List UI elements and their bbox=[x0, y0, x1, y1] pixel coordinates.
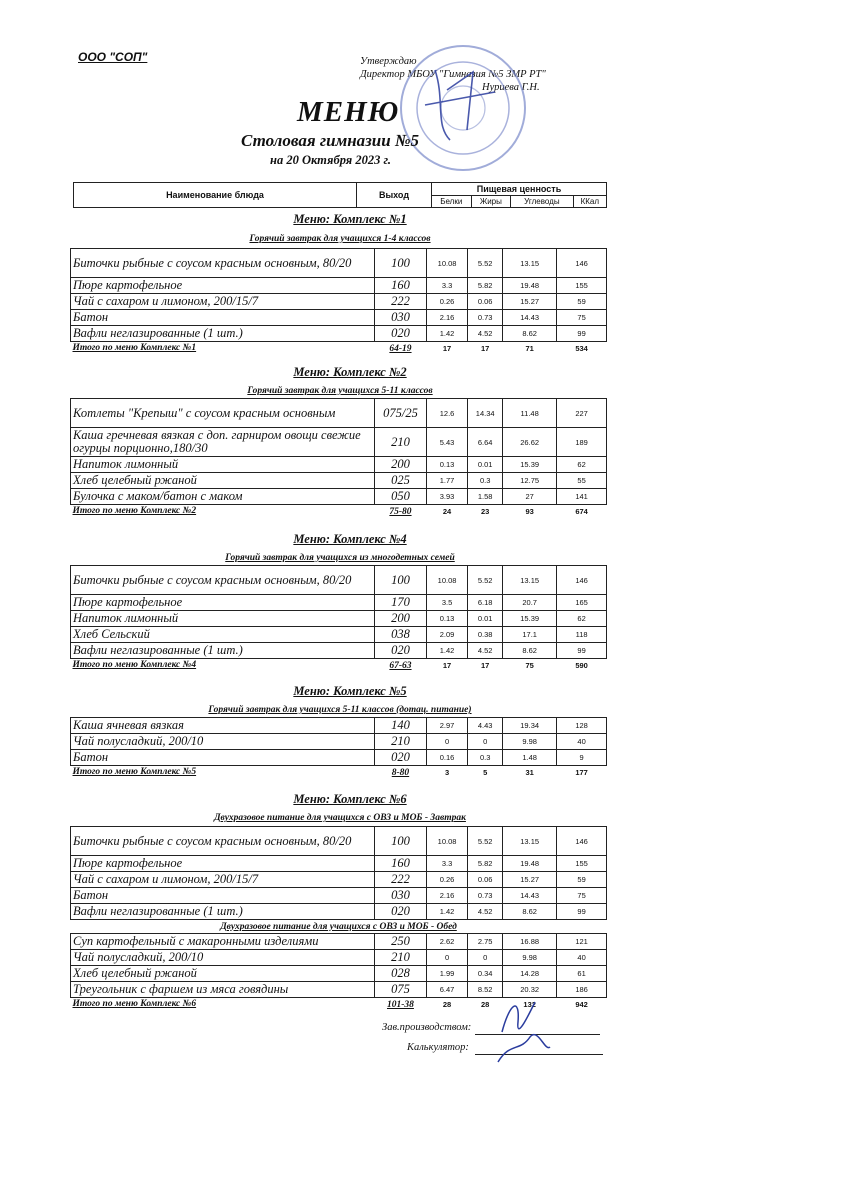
table-row bbox=[71, 249, 607, 278]
total-output: 64-19 bbox=[389, 343, 412, 354]
page-title: МЕНЮ bbox=[297, 96, 400, 128]
kcal: 75 bbox=[557, 310, 607, 326]
carbs: 19.48 bbox=[503, 856, 557, 872]
proteins: 0 bbox=[426, 734, 467, 750]
carbs: 17.1 bbox=[503, 627, 557, 643]
section-title: Меню: Комплекс №6 bbox=[293, 792, 407, 806]
dish-name: Пюре картофельное bbox=[71, 278, 375, 294]
header-kcal: ККал bbox=[573, 195, 606, 208]
fats: 6.64 bbox=[468, 428, 503, 457]
total-output: 8-80 bbox=[391, 767, 410, 778]
kcal: 9 bbox=[557, 750, 607, 766]
total-row bbox=[71, 505, 607, 519]
kcal: 62 bbox=[557, 457, 607, 473]
dish-output: 210 bbox=[375, 428, 427, 457]
approval-line-2: Директор МБОУ "Гимназия №5 ЗМР РТ" bbox=[360, 69, 546, 80]
kcal: 165 bbox=[557, 595, 607, 611]
proteins: 0 bbox=[426, 950, 467, 966]
proteins: 3.93 bbox=[426, 489, 467, 505]
carbs: 14.43 bbox=[503, 310, 557, 326]
menu-table bbox=[70, 248, 607, 355]
table-subheading-row bbox=[71, 920, 607, 934]
section-title: Меню: Комплекс №1 bbox=[293, 212, 407, 226]
proteins: 1.99 bbox=[426, 966, 467, 982]
page-subtitle: Столовая гимназии №5 bbox=[241, 131, 420, 150]
proteins: 2.97 bbox=[426, 718, 467, 734]
proteins: 2.62 bbox=[426, 934, 467, 950]
dish-name: Чай с сахаром и лимоном, 200/15/7 bbox=[71, 294, 375, 310]
total-carbs: 31 bbox=[525, 768, 534, 777]
table-row bbox=[71, 294, 607, 310]
table-row bbox=[71, 827, 607, 856]
dish-output: 200 bbox=[375, 611, 427, 627]
dish-name: Биточки рыбные с соусом красным основным, 80/20 bbox=[71, 249, 375, 278]
carbs: 20.32 bbox=[503, 982, 557, 998]
carbs: 14.43 bbox=[503, 888, 557, 904]
dish-name: Чай полусладкий, 200/10 bbox=[71, 950, 375, 966]
fats: 4.52 bbox=[468, 904, 503, 920]
proteins: 3.3 bbox=[426, 278, 467, 294]
fats: 0 bbox=[468, 734, 503, 750]
dish-output: 020 bbox=[375, 643, 427, 659]
table-row bbox=[71, 966, 607, 982]
table-row bbox=[71, 718, 607, 734]
dish-name: Батон bbox=[71, 750, 375, 766]
proteins: 6.47 bbox=[426, 982, 467, 998]
proteins: 0.16 bbox=[426, 750, 467, 766]
kcal: 146 bbox=[557, 827, 607, 856]
kcal: 155 bbox=[557, 278, 607, 294]
kcal: 55 bbox=[557, 473, 607, 489]
carbs: 27 bbox=[503, 489, 557, 505]
proteins: 1.77 bbox=[426, 473, 467, 489]
proteins: 2.09 bbox=[426, 627, 467, 643]
fats: 0.3 bbox=[468, 473, 503, 489]
fats: 4.52 bbox=[468, 326, 503, 342]
dish-name: Батон bbox=[71, 310, 375, 326]
total-carbs: 71 bbox=[525, 344, 534, 353]
dish-output: 020 bbox=[375, 750, 427, 766]
fats: 0.34 bbox=[468, 966, 503, 982]
table-row bbox=[71, 611, 607, 627]
dish-name: Треугольник с фаршем из мяса говядины bbox=[71, 982, 375, 998]
fats: 0.06 bbox=[468, 872, 503, 888]
carbs: 15.39 bbox=[503, 611, 557, 627]
total-carbs: 93 bbox=[525, 507, 534, 516]
dish-name: Булочка с маком/батон с маком bbox=[71, 489, 375, 505]
kcal: 99 bbox=[557, 904, 607, 920]
dish-output: 160 bbox=[375, 278, 427, 294]
total-row bbox=[71, 342, 607, 356]
dish-name: Вафли неглазированные (1 шт.) bbox=[71, 326, 375, 342]
carbs: 15.39 bbox=[503, 457, 557, 473]
dish-name: Суп картофельный с макаронными изделиями bbox=[71, 934, 375, 950]
kcal: 99 bbox=[557, 643, 607, 659]
table-row bbox=[71, 566, 607, 595]
fats: 6.18 bbox=[468, 595, 503, 611]
total-kcal: 534 bbox=[575, 344, 588, 353]
total-output: 67-63 bbox=[389, 660, 412, 671]
carbs: 20.7 bbox=[503, 595, 557, 611]
table-row bbox=[71, 399, 607, 428]
table-row bbox=[71, 734, 607, 750]
header-fats: Жиры bbox=[471, 195, 511, 208]
menu-table bbox=[70, 565, 607, 672]
total-row bbox=[71, 766, 607, 780]
section-title: Меню: Комплекс №5 bbox=[293, 684, 407, 698]
carbs: 9.98 bbox=[503, 734, 557, 750]
proteins: 1.42 bbox=[426, 904, 467, 920]
carbs: 15.27 bbox=[503, 294, 557, 310]
kcal: 121 bbox=[557, 934, 607, 950]
fats: 2.75 bbox=[468, 934, 503, 950]
section-subtitle: Горячий завтрак для учащихся из многодетных семей bbox=[225, 553, 455, 563]
total-output: 75-80 bbox=[389, 506, 412, 517]
table-row bbox=[71, 872, 607, 888]
total-kcal: 590 bbox=[575, 661, 588, 670]
fats: 5.52 bbox=[468, 827, 503, 856]
table-row bbox=[71, 856, 607, 872]
total-fats: 23 bbox=[481, 507, 490, 516]
table-row bbox=[71, 904, 607, 920]
dish-name: Хлеб целебный ржаной bbox=[71, 966, 375, 982]
dish-output: 222 bbox=[375, 872, 427, 888]
total-kcal: 674 bbox=[575, 507, 588, 516]
proteins: 3.3 bbox=[426, 856, 467, 872]
proteins: 10.08 bbox=[426, 249, 467, 278]
fats: 14.34 bbox=[468, 399, 503, 428]
dish-output: 100 bbox=[375, 566, 427, 595]
dish-name: Каша ячневая вязкая bbox=[71, 718, 375, 734]
dish-output: 160 bbox=[375, 856, 427, 872]
dish-name: Котлеты "Крепыш" с соусом красным основным bbox=[71, 399, 375, 428]
total-label: Итого по меню Комплекс №4 bbox=[72, 660, 197, 670]
header-nutrition: Пищевая ценность bbox=[432, 183, 607, 196]
proteins: 0.26 bbox=[426, 872, 467, 888]
fats: 4.43 bbox=[468, 718, 503, 734]
dish-output: 210 bbox=[375, 734, 427, 750]
total-proteins: 17 bbox=[442, 344, 452, 353]
dish-name: Каша гречневая вязкая с доп. гарниром овощи свежие огурцы порционно,180/30 bbox=[71, 428, 375, 457]
dish-name: Чай полусладкий, 200/10 bbox=[71, 734, 375, 750]
signature-icon bbox=[490, 992, 560, 1072]
fats: 0.73 bbox=[468, 310, 503, 326]
dish-name: Биточки рыбные с соусом красным основным, 80/20 bbox=[71, 566, 375, 595]
total-fats: 17 bbox=[481, 344, 490, 353]
header-dish: Наименование блюда bbox=[74, 183, 357, 208]
proteins: 5.43 bbox=[426, 428, 467, 457]
menu-table bbox=[70, 398, 607, 518]
kcal: 118 bbox=[557, 627, 607, 643]
fats: 8.52 bbox=[468, 982, 503, 998]
total-row bbox=[71, 659, 607, 673]
dish-output: 100 bbox=[375, 249, 427, 278]
dish-output: 028 bbox=[375, 966, 427, 982]
fats: 0.3 bbox=[468, 750, 503, 766]
fats: 5.82 bbox=[468, 856, 503, 872]
fats: 0 bbox=[468, 950, 503, 966]
proteins: 0.13 bbox=[426, 457, 467, 473]
total-proteins: 24 bbox=[442, 507, 452, 516]
kcal: 155 bbox=[557, 856, 607, 872]
fats: 0.06 bbox=[468, 294, 503, 310]
dish-output: 030 bbox=[375, 888, 427, 904]
carbs: 16.88 bbox=[503, 934, 557, 950]
dish-name: Хлеб целебный ржаной bbox=[71, 473, 375, 489]
kcal: 99 bbox=[557, 326, 607, 342]
fats: 0.38 bbox=[468, 627, 503, 643]
table-row bbox=[71, 627, 607, 643]
section-subtitle: Горячий завтрак для учащихся 5-11 классов (дотац. питание) bbox=[208, 705, 472, 715]
total-fats: 28 bbox=[481, 1000, 490, 1009]
proteins: 3.5 bbox=[426, 595, 467, 611]
total-label: Итого по меню Комплекс №5 bbox=[72, 767, 197, 777]
table-row bbox=[71, 888, 607, 904]
table-row bbox=[71, 595, 607, 611]
kcal: 40 bbox=[557, 734, 607, 750]
dish-output: 200 bbox=[375, 457, 427, 473]
carbs: 8.62 bbox=[503, 643, 557, 659]
total-proteins: 3 bbox=[444, 768, 450, 777]
dish-output: 250 bbox=[375, 934, 427, 950]
dish-name: Хлеб Сельский bbox=[71, 627, 375, 643]
dish-output: 100 bbox=[375, 827, 427, 856]
kcal: 61 bbox=[557, 966, 607, 982]
kcal: 189 bbox=[557, 428, 607, 457]
proteins: 2.16 bbox=[426, 310, 467, 326]
total-kcal: 942 bbox=[575, 1000, 588, 1009]
dish-output: 025 bbox=[375, 473, 427, 489]
dish-name: Напиток лимонный bbox=[71, 611, 375, 627]
proteins: 2.16 bbox=[426, 888, 467, 904]
dish-name: Пюре картофельное bbox=[71, 595, 375, 611]
section-title: Меню: Комплекс №4 bbox=[293, 532, 407, 546]
carbs: 9.98 bbox=[503, 950, 557, 966]
table-row bbox=[71, 489, 607, 505]
dish-output: 222 bbox=[375, 294, 427, 310]
section-subtitle-2: Двухразовое питание для учащихся с ОВЗ и МОБ - Обед bbox=[71, 920, 607, 934]
approval-line-3: Нуриева Г.Н. bbox=[482, 82, 540, 93]
dish-name: Батон bbox=[71, 888, 375, 904]
fats: 0.01 bbox=[468, 611, 503, 627]
carbs: 8.62 bbox=[503, 326, 557, 342]
production-manager-label: Зав.производством: bbox=[382, 1022, 472, 1033]
dish-output: 050 bbox=[375, 489, 427, 505]
table-row bbox=[71, 950, 607, 966]
dish-output: 140 bbox=[375, 718, 427, 734]
dish-name: Вафли неглазированные (1 шт.) bbox=[71, 643, 375, 659]
table-row bbox=[71, 428, 607, 457]
company-name: ООО "СОП" bbox=[78, 50, 148, 64]
carbs: 12.75 bbox=[503, 473, 557, 489]
total-proteins: 17 bbox=[442, 661, 452, 670]
proteins: 0.26 bbox=[426, 294, 467, 310]
section-subtitle: Горячий завтрак для учащихся 1-4 классов bbox=[249, 234, 431, 244]
kcal: 62 bbox=[557, 611, 607, 627]
total-label: Итого по меню Комплекс №6 bbox=[72, 999, 197, 1009]
kcal: 59 bbox=[557, 294, 607, 310]
table-row bbox=[71, 643, 607, 659]
carbs: 19.34 bbox=[503, 718, 557, 734]
proteins: 1.42 bbox=[426, 643, 467, 659]
column-header-table bbox=[73, 182, 607, 208]
proteins: 10.08 bbox=[426, 827, 467, 856]
total-output: 101-38 bbox=[387, 999, 414, 1010]
table-row bbox=[71, 457, 607, 473]
carbs: 8.62 bbox=[503, 904, 557, 920]
section-title: Меню: Комплекс №2 bbox=[293, 365, 407, 379]
dish-output: 075/25 bbox=[375, 399, 427, 428]
table-row bbox=[71, 934, 607, 950]
dish-name: Чай с сахаром и лимоном, 200/15/7 bbox=[71, 872, 375, 888]
total-label: Итого по меню Комплекс №1 bbox=[72, 343, 197, 353]
dish-output: 075 bbox=[375, 982, 427, 998]
dish-name: Пюре картофельное bbox=[71, 856, 375, 872]
kcal: 75 bbox=[557, 888, 607, 904]
proteins: 0.13 bbox=[426, 611, 467, 627]
table-row bbox=[71, 326, 607, 342]
menu-table bbox=[70, 717, 607, 779]
carbs: 14.28 bbox=[503, 966, 557, 982]
proteins: 1.42 bbox=[426, 326, 467, 342]
carbs: 19.48 bbox=[503, 278, 557, 294]
dish-output: 170 bbox=[375, 595, 427, 611]
kcal: 146 bbox=[557, 249, 607, 278]
menu-date: на 20 Октября 2023 г. bbox=[270, 153, 392, 167]
calculator-label: Калькулятор: bbox=[407, 1042, 469, 1053]
total-carbs: 75 bbox=[525, 661, 534, 670]
dish-name: Вафли неглазированные (1 шт.) bbox=[71, 904, 375, 920]
dish-output: 020 bbox=[375, 904, 427, 920]
kcal: 40 bbox=[557, 950, 607, 966]
proteins: 12.6 bbox=[426, 399, 467, 428]
fats: 5.52 bbox=[468, 566, 503, 595]
stamp-icon bbox=[375, 30, 545, 180]
menu-table bbox=[70, 826, 607, 1011]
proteins: 10.08 bbox=[426, 566, 467, 595]
kcal: 227 bbox=[557, 399, 607, 428]
total-proteins: 28 bbox=[442, 1000, 452, 1009]
approval-line-1: Утверждаю bbox=[360, 56, 417, 67]
carbs: 13.15 bbox=[503, 827, 557, 856]
fats: 5.52 bbox=[468, 249, 503, 278]
dish-output: 038 bbox=[375, 627, 427, 643]
total-kcal: 177 bbox=[575, 768, 588, 777]
table-row bbox=[71, 278, 607, 294]
dish-output: 030 bbox=[375, 310, 427, 326]
total-carbs: 132 bbox=[523, 1000, 536, 1009]
total-fats: 5 bbox=[483, 768, 488, 777]
kcal: 141 bbox=[557, 489, 607, 505]
dish-output: 020 bbox=[375, 326, 427, 342]
kcal: 186 bbox=[557, 982, 607, 998]
carbs: 26.62 bbox=[503, 428, 557, 457]
header-proteins: Белки bbox=[432, 195, 472, 208]
carbs: 13.15 bbox=[503, 249, 557, 278]
kcal: 128 bbox=[557, 718, 607, 734]
table-row bbox=[71, 750, 607, 766]
carbs: 1.48 bbox=[503, 750, 557, 766]
section-subtitle: Двухразовое питание для учащихся с ОВЗ и МОБ - Завтрак bbox=[214, 813, 466, 823]
table-row bbox=[71, 473, 607, 489]
dish-name: Напиток лимонный bbox=[71, 457, 375, 473]
dish-output: 210 bbox=[375, 950, 427, 966]
total-fats: 17 bbox=[481, 661, 490, 670]
dish-name: Биточки рыбные с соусом красным основным, 80/20 bbox=[71, 827, 375, 856]
fats: 4.52 bbox=[468, 643, 503, 659]
fats: 5.82 bbox=[468, 278, 503, 294]
kcal: 59 bbox=[557, 872, 607, 888]
fats: 0.73 bbox=[468, 888, 503, 904]
carbs: 13.15 bbox=[503, 566, 557, 595]
fats: 1.58 bbox=[468, 489, 503, 505]
kcal: 146 bbox=[557, 566, 607, 595]
total-label: Итого по меню Комплекс №2 bbox=[72, 506, 197, 516]
fats: 0.01 bbox=[468, 457, 503, 473]
carbs: 15.27 bbox=[503, 872, 557, 888]
section-subtitle: Горячий завтрак для учащихся 5-11 классов bbox=[247, 386, 433, 396]
table-row bbox=[71, 310, 607, 326]
carbs: 11.48 bbox=[503, 399, 557, 428]
header-output: Выход bbox=[357, 183, 432, 208]
header-carbs: Углеводы bbox=[511, 195, 574, 208]
